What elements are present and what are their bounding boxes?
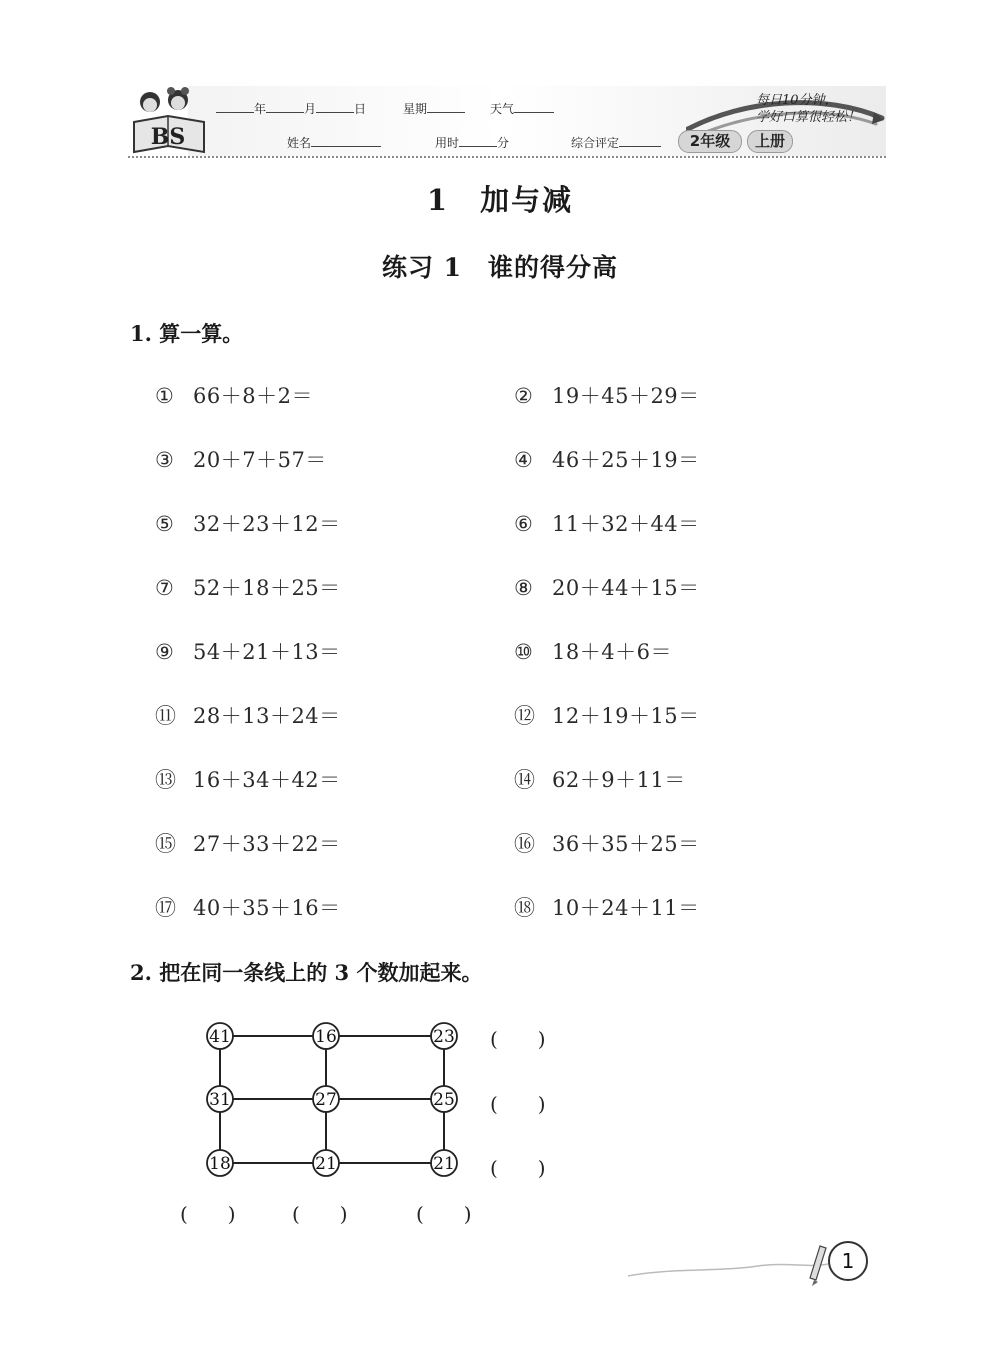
problem-expression: 36＋35＋25＝ [552,832,700,856]
problem-number: ⑨ [155,640,175,664]
problem-item [155,892,341,922]
day-label: 日 [354,102,367,116]
problem-expression: 52＋18＋25＝ [193,576,341,600]
problem-number: ③ [155,448,175,472]
name-field [287,134,381,151]
row-2-answer-blank[interactable]: ( ) [490,1092,546,1116]
name-blank[interactable] [311,134,381,147]
bs-kids-logo [128,86,212,158]
footer-decoration [628,1238,828,1288]
time-blank[interactable] [459,134,497,147]
problem-item [155,444,327,474]
problem-expression: 20＋7＋57＝ [193,448,327,472]
problem-number: ⑫ [514,704,536,728]
unit-title: 1 加与减 [426,183,574,217]
problem-number: ⑭ [514,768,536,792]
grid-node-number: 31 [209,1090,231,1110]
problem-item [514,764,686,794]
grid-node-number: 25 [433,1090,455,1110]
problem-item [155,572,341,602]
problem-expression: 54＋21＋13＝ [193,640,341,664]
problem-item [514,828,700,858]
problem-item [155,380,313,410]
slogan-line-2: 学好口算很轻松！ [756,110,861,125]
col-2-answer-blank[interactable]: ( ) [292,1202,348,1226]
grid-node-number: 21 [315,1154,337,1174]
weekday-field [403,100,465,117]
problem-number: ⑯ [514,832,536,856]
problem-item [155,636,341,666]
problem-item [514,636,672,666]
problem-expression: 27＋33＋22＝ [193,832,341,856]
problem-expression: 12＋19＋15＝ [552,704,700,728]
problem-expression: 11＋32＋44＝ [552,512,700,536]
problem-expression: 32＋23＋12＝ [193,512,341,536]
problem-number: ⑪ [155,704,177,728]
weather-field [490,100,554,117]
problem-expression: 28＋13＋24＝ [193,704,341,728]
grid-node-number: 18 [209,1154,231,1174]
problem-number: ⑤ [155,512,175,536]
problem-item [155,828,341,858]
problem-item [514,892,700,922]
question-2-heading: 2. 把在同一条线上的 3 个数加起来。 [130,960,483,985]
problem-number: ⑧ [514,576,534,600]
month-blank[interactable] [266,100,304,113]
problem-number: ⑮ [155,832,177,856]
problem-item [155,700,341,730]
slogan [756,92,860,126]
grid-node-number: 41 [209,1027,231,1047]
problem-item [514,508,700,538]
problem-expression: 62＋9＋11＝ [552,768,686,792]
problem-expression: 18＋4＋6＝ [552,640,672,664]
problem-item [514,572,700,602]
problem-expression: 20＋44＋15＝ [552,576,700,600]
problem-expression: 46＋25＋19＝ [552,448,700,472]
col-1-answer-blank[interactable]: ( ) [180,1202,236,1226]
row-1-answer-blank[interactable]: ( ) [490,1027,546,1051]
question-1-heading: 1. 算一算。 [130,321,244,346]
problem-number: ⑱ [514,896,536,920]
date-fields [216,100,366,117]
problem-item [514,700,700,730]
logo-text: BS [150,124,186,150]
time-field [435,134,509,151]
year-blank[interactable] [216,100,254,113]
problem-expression: 66＋8＋2＝ [193,384,313,408]
lesson-title: 练习 1 谁的得分高 [381,253,619,282]
problem-item [514,444,700,474]
time-label: 用时 [435,136,460,150]
problem-expression: 10＋24＋11＝ [552,896,700,920]
problem-number: ① [155,384,175,408]
problem-item [155,764,341,794]
problem-number: ④ [514,448,534,472]
minute-label: 分 [497,136,510,150]
problem-number: ⑬ [155,768,177,792]
problem-item [514,380,700,410]
grid-node-number: 16 [315,1027,337,1047]
problem-expression: 40＋35＋16＝ [193,896,341,920]
header-dotted-divider [128,156,886,158]
volume-badge: 上册 [747,130,793,153]
problem-number: ② [514,384,534,408]
weather-blank[interactable] [514,100,554,113]
evaluation-field [571,134,661,151]
number-grid [195,1010,495,1185]
weekday-blank[interactable] [427,100,465,113]
evaluation-blank[interactable] [619,134,661,147]
problem-expression: 16＋34＋42＝ [193,768,341,792]
year-label: 年 [254,102,267,116]
row-3-answer-blank[interactable]: ( ) [490,1156,546,1180]
problem-number: ⑥ [514,512,534,536]
grid-node-number: 23 [433,1027,455,1047]
problem-number: ⑦ [155,576,175,600]
grid-node-number: 21 [433,1154,455,1174]
problem-expression: 19＋45＋29＝ [552,384,700,408]
slogan-line-1: 每日10分钟， [756,93,838,108]
weather-label: 天气 [490,102,515,116]
grid-node-number: 27 [315,1090,337,1110]
worksheet-header [128,86,886,160]
day-blank[interactable] [316,100,354,113]
problem-item [155,508,341,538]
problem-number: ⑰ [155,896,177,920]
col-3-answer-blank[interactable]: ( ) [416,1202,472,1226]
grade-badge: 2年级 [678,130,742,153]
name-label: 姓名 [287,136,312,150]
weekday-label: 星期 [403,102,428,116]
page-number: 1 [828,1241,868,1281]
evaluation-label: 综合评定 [571,136,620,150]
problem-number: ⑩ [514,640,534,664]
month-label: 月 [304,102,317,116]
